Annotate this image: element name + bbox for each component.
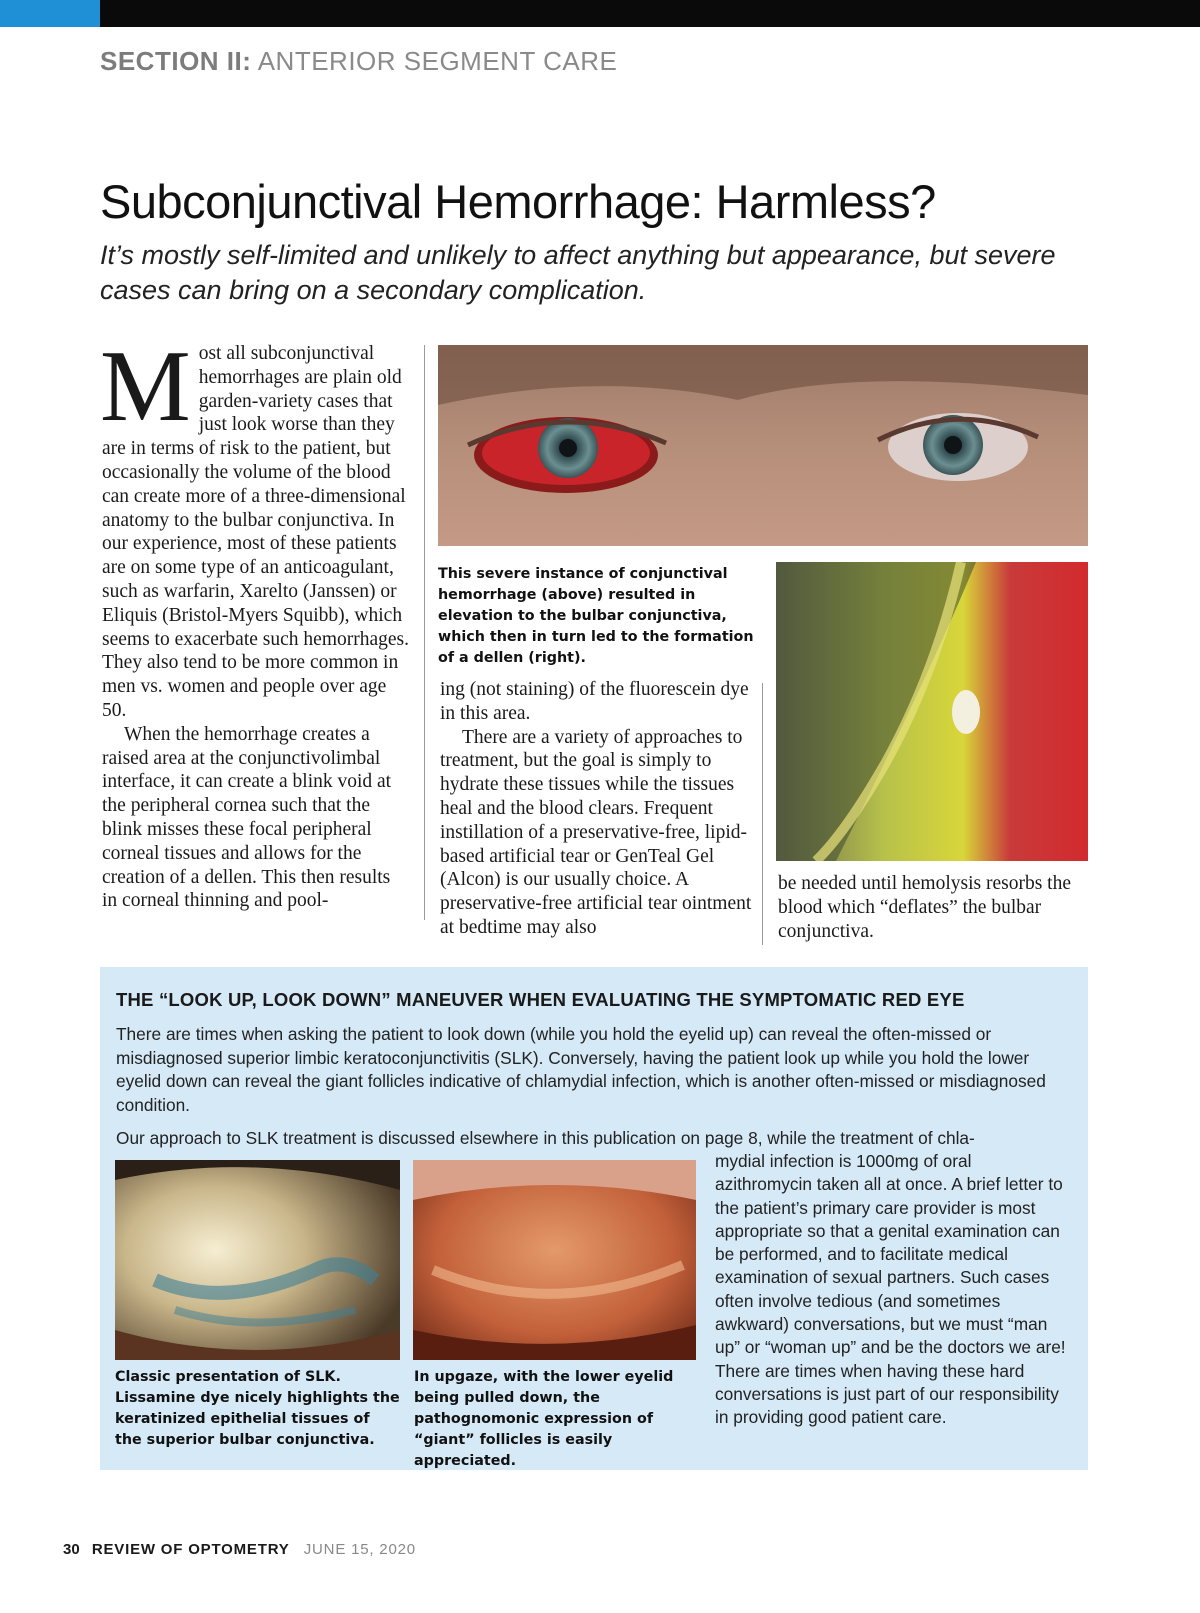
caption-main-photo: This severe instance of conjunctival hemorrhage (above) resulted in elevation to the bulbar conjunctiva, which then in turn led to the formation of a dellen (right). [438, 566, 754, 666]
page-footer [63, 1541, 416, 1558]
paragraph-4: There are a variety of approaches to treatment, but the goal is simply to hydrate these tissues while the tissues heal and the blood clears. Frequent instillation of a preservative-free, lipid-based artificial tear or GenTeal Gel (Alcon) is our usually choice. A preservative-free artificial tear ointment at bedtime may also [440, 726, 752, 938]
paragraph-3: ing (not staining) of the fluorescein dye in this area. [440, 679, 749, 724]
sidebar-title: THE “LOOK UP, LOOK DOWN” MANEUVER WHEN EVALUATING THE SYMPTOMATIC RED EYE [116, 989, 965, 1010]
sidebar-paragraph-1: There are times when asking the patient to look down (while you hold the eyelid up) can reveal the often-missed or misdiagnosed superior limbic keratoconjunctivitis (SLK). Conversely, having the patient look up while you hold the lower eyelid down can reveal the giant follicles indicative of chlamydial infection, which is another often-missed or misdiagnosed condition. [116, 1024, 1046, 1115]
article-title: Subconjunctival Hemorrhage: Harmless? [100, 175, 936, 228]
caption-follicles-photo: In upgaze, with the lower eyelid being pulled down, the pathognomonic expression of “giant” follicles is easily appreciated. [414, 1369, 674, 1469]
follicles-photo [413, 1160, 696, 1360]
body-column-1 [100, 330, 410, 913]
magazine-name: REVIEW OF OPTOMETRY [91, 1541, 290, 1558]
slk-photo [115, 1160, 400, 1360]
body-column-3 [778, 872, 1078, 943]
sidebar-box [100, 967, 1088, 1470]
body-column-2 [440, 678, 752, 940]
column-divider-1 [424, 345, 425, 920]
section-label-rest: ANTERIOR SEGMENT CARE [251, 46, 618, 76]
section-label [100, 46, 617, 77]
article-dek: It’s mostly self-limited and unlikely to affect anything but appearance, but severe cases can bring on a secondary complication. [100, 240, 1056, 305]
caption-slk-photo: Classic presentation of SLK. Lissamine dye nicely highlights the keratinized epithelial tissues of the superior bulbar conjunctiva. [115, 1369, 400, 1448]
sidebar-paragraph-2-first-line: Our approach to SLK treatment is discussed elsewhere in this publication on page 8, while the treatment of chla- [116, 1128, 975, 1148]
paragraph-1: ost all subconjunctival hemorrhages are plain old garden-variety cases that just look worse than they are in terms of risk to the patient, but occasionally the volume of the blood can create more of a three-dimensional anatomy to the bulbar conjunctiva. In our experience, most of these patients are on some type of an anticoagulant, such as warfarin, Xarelto (Janssen) or Eliquis (Bristol-Myers Squibb), which seems to exacerbate such hemorrhages. They also tend to be more common in men vs. women and people over age 50. [102, 343, 409, 721]
paragraph-5: be needed until hemolysis resorbs the blood which “deflates” the bulbar conjunctiva. [778, 873, 1071, 942]
top-bar [0, 0, 1200, 27]
dellen-photo [776, 562, 1088, 861]
sidebar-paragraph-2-rest: mydial infection is 1000mg of oral azithromycin taken all at once. A brief letter to the patient’s primary care provider is most appropriate so that a genital examination can be performed, and to facilitate medical examination of sexual partners. Such cases often involve tedious (and sometimes awkward) conversations, but we must “man up” or “woman up” and be the doctors we are! There are times when having these hard conversations is just part of our responsibility in providing good patient care. [715, 1151, 1066, 1428]
drop-cap: M [100, 330, 191, 443]
hemorrhage-eyes-photo [438, 345, 1088, 546]
section-label-bold: SECTION II: [100, 46, 252, 76]
top-bar-accent [0, 0, 100, 27]
paragraph-2: When the hemorrhage creates a raised area at the conjunctivolimbal interface, it can create a blink void at the peripheral cornea such that the blink misses these focal peripheral corneal tissues and allows for the creation of a dellen. This then results in corneal thinning and pool- [102, 723, 392, 912]
column-divider-2 [762, 683, 763, 945]
issue-date: JUNE 15, 2020 [303, 1541, 416, 1558]
page-number: 30 [63, 1541, 80, 1558]
